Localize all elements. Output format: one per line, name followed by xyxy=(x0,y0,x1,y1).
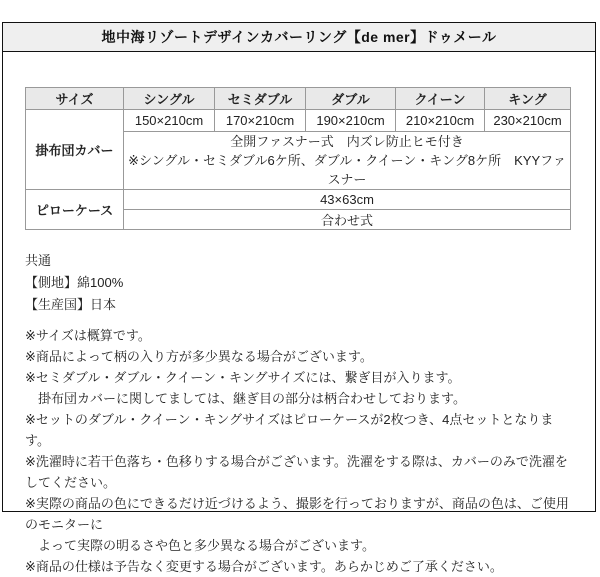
note-line-continuation: よって実際の明るさや色と多少異なる場合がございます。 xyxy=(38,538,375,553)
pillow-size-cell: 43×63cm xyxy=(124,190,571,210)
duvet-sizes-row xyxy=(26,110,571,132)
col-header-semidouble: セミダブル xyxy=(215,88,306,110)
page-title: 地中海リゾートデザインカバーリング【de mer】ドゥメール xyxy=(101,29,497,45)
common-fabric-line: 【側地】綿100% xyxy=(25,275,124,290)
notes-block xyxy=(25,325,573,577)
common-spec-block xyxy=(25,250,573,316)
pillow-type-cell: 合わせ式 xyxy=(124,210,571,230)
duvet-detail-line1: 全開ファスナー式 内ズレ防止ヒモ付き xyxy=(230,134,464,149)
table-header-row xyxy=(26,88,571,110)
duvet-size-double: 190×210cm xyxy=(306,110,396,132)
duvet-size-single: 150×210cm xyxy=(124,110,215,132)
duvet-cover-label: 掛布団カバー xyxy=(26,110,124,190)
col-header-king: キング xyxy=(485,88,571,110)
note-line: ※セットのダブル・クイーン・キングサイズはピローケースが2枚つき、4点セットとなります。 xyxy=(25,412,554,448)
duvet-size-queen: 210×210cm xyxy=(396,110,485,132)
note-line: ※サイズは概算です。 xyxy=(25,328,151,343)
common-heading: 共通 xyxy=(25,253,52,268)
col-header-size: サイズ xyxy=(26,88,124,110)
panel-content xyxy=(3,52,595,577)
note-line: ※実際の商品の色にできるだけ近づけるよう、撮影を行っておりますが、商品の色は、ご使用のモニターに xyxy=(25,496,569,532)
duvet-detail-cell xyxy=(124,132,571,190)
note-line: ※洗濯時に若干色落ち・色移りする場合がございます。洗濯をする際は、カバーのみで洗濯をしてください。 xyxy=(25,454,568,490)
col-header-double: ダブル xyxy=(306,88,396,110)
spec-table xyxy=(25,87,571,230)
pillow-size-row xyxy=(26,190,571,210)
title-bar xyxy=(3,23,595,52)
note-line: ※セミダブル・ダブル・クイーン・キングサイズには、繋ぎ目が入ります。 xyxy=(25,370,461,385)
note-line: ※商品の仕様は予告なく変更する場合がございます。あらかじめご了承ください。 xyxy=(25,559,503,574)
duvet-size-semidouble: 170×210cm xyxy=(215,110,306,132)
duvet-size-king: 230×210cm xyxy=(485,110,571,132)
product-spec-panel xyxy=(2,22,596,574)
col-header-single: シングル xyxy=(124,88,215,110)
common-country-line: 【生産国】日本 xyxy=(25,297,117,312)
note-line: ※商品によって柄の入り方が多少異なる場合がございます。 xyxy=(25,349,373,364)
duvet-detail-line2: ※シングル・セミダブル6ケ所、ダブル・クイーン・キング8ケ所 KYYファスナー xyxy=(128,153,566,187)
col-header-queen: クイーン xyxy=(396,88,485,110)
note-line-continuation: 掛布団カバーに関してましては、継ぎ目の部分は柄合わせしております。 xyxy=(38,391,466,406)
pillow-case-label: ピローケース xyxy=(26,190,124,230)
